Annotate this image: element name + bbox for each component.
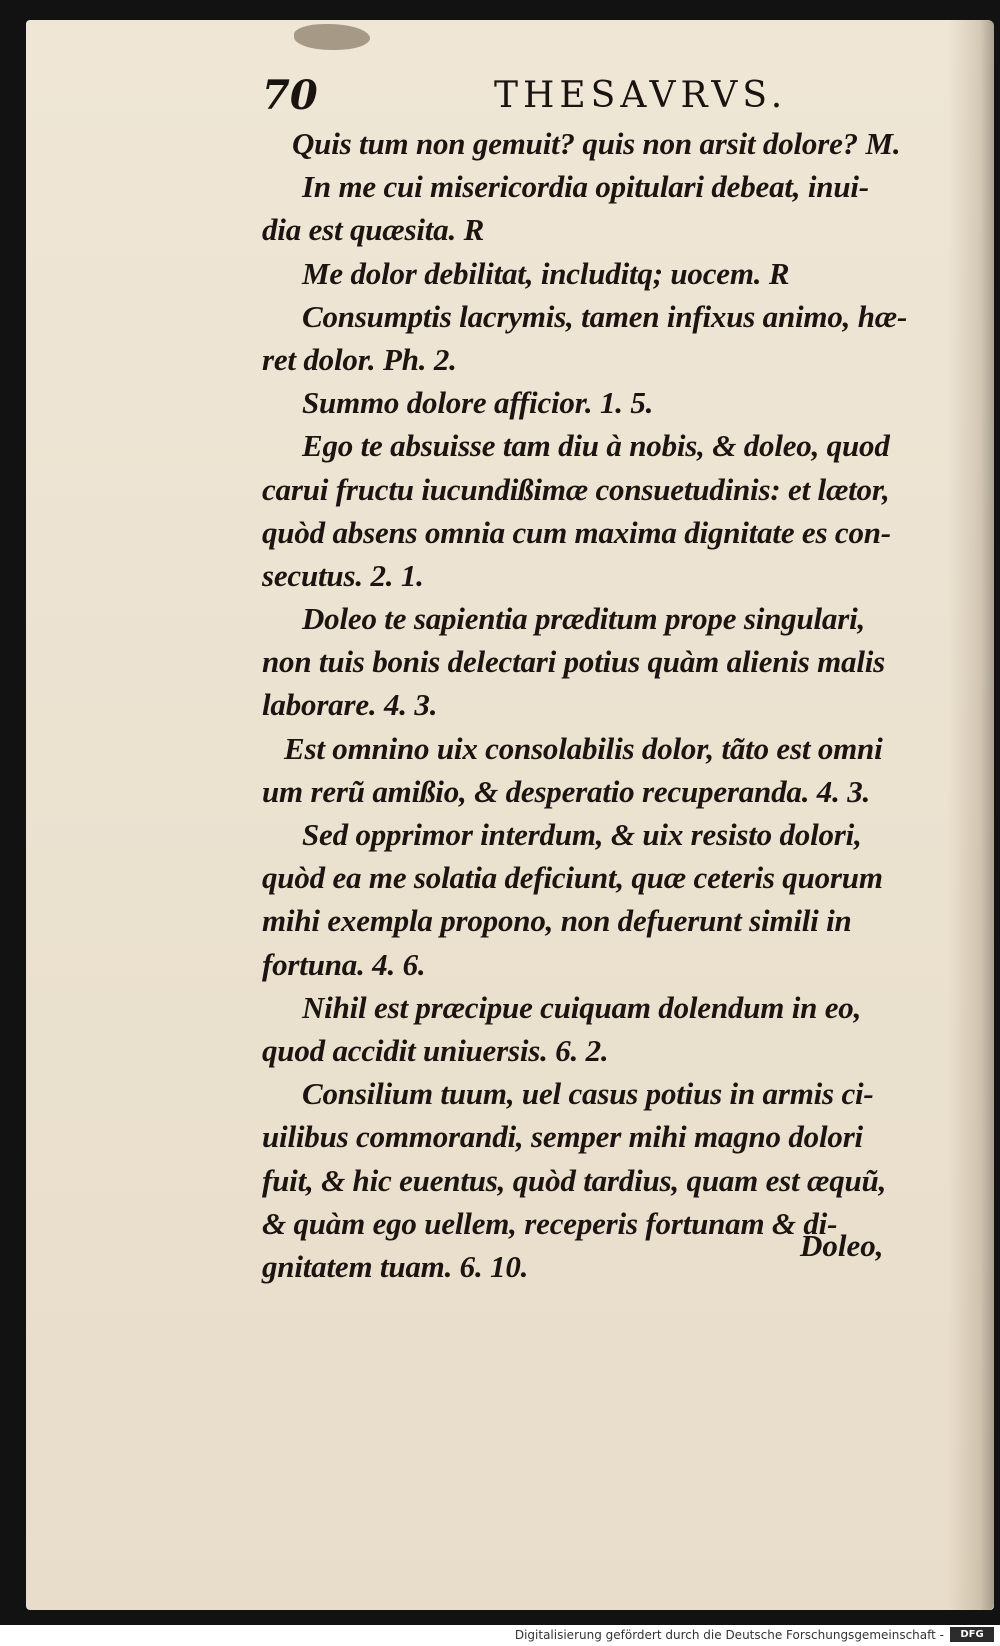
text-line: fuit, & hic euentus, quòd tardius, quam est æquũ, — [262, 1162, 887, 1198]
page-stain — [294, 24, 370, 50]
digitization-footer — [0, 1625, 1000, 1646]
text-line: secutus. 2. 1. — [262, 557, 424, 593]
text-line: non tuis bonis delectari potius quàm alienis malis — [262, 644, 886, 680]
text-line: Sed opprimor interdum, & uix resisto dolori, — [302, 817, 862, 852]
text-line: Doleo te sapientia præditum prope singulari, — [302, 601, 866, 637]
text-line: & quàm ego uellem, receperis fortunam & di- — [262, 1205, 838, 1241]
running-head: THESAVRVS. — [494, 75, 788, 116]
text-line: fortuna. 4. 6. — [262, 946, 426, 982]
text-line: Me dolor debilitat, includitq; uocem. R — [302, 255, 790, 291]
text-line: carui fructu iucundißimæ consuetudinis: et lætor, — [262, 471, 890, 507]
text-line: laborare. 4. 3. — [262, 687, 438, 723]
text-line: um rerũ amißio, & desperatio recuperanda. 4. 3. — [262, 773, 871, 809]
text-line: Consilium tuum, uel casus potius in armis ci- — [302, 1076, 874, 1112]
text-line: quòd ea me solatia deficiunt, quæ ceteris quorum — [262, 860, 883, 896]
text-line: gnitatem tuam. 6. 10. — [262, 1248, 529, 1284]
page-gutter-shadow — [948, 20, 994, 1610]
funding-credit: Digitalisierung gefördert durch die Deutsche Forschungsgemeinschaft - — [514, 1628, 944, 1642]
text-line: Quis tum non gemuit? quis non arsit dolore? M. — [292, 126, 901, 161]
text-line: uilibus commorandi, semper mihi magno dolori — [262, 1119, 863, 1155]
text-line: Summo dolore afficior. 1. 5. — [302, 385, 654, 421]
text-line: dia est quæsita. R — [262, 212, 485, 248]
dfg-logo: DFG — [950, 1627, 994, 1642]
catchword: Doleo, — [800, 1228, 884, 1263]
text-line: ret dolor. Ph. 2. — [262, 341, 457, 377]
text-line: quod accidit uniuersis. 6. 2. — [262, 1032, 609, 1068]
page-number: 70 — [262, 72, 318, 119]
text-line: In me cui misericordia opitulari debeat, inui- — [302, 169, 869, 205]
text-line: Est omnino uix consolabilis dolor, tãto est omni — [284, 730, 883, 766]
text-line: mihi exempla propono, non defuerunt simili in — [262, 903, 852, 939]
text-line: quòd absens omnia cum maxima dignitate es con- — [262, 514, 891, 550]
page-header — [262, 66, 822, 126]
body-text — [262, 122, 930, 1288]
text-line: Ego te absuisse tam diu à nobis, & doleo, quod — [302, 428, 890, 464]
text-line: Consumptis lacrymis, tamen infixus animo, hæ- — [302, 298, 908, 334]
text-line: Nihil est præcipue cuiquam dolendum in eo, — [302, 989, 862, 1025]
